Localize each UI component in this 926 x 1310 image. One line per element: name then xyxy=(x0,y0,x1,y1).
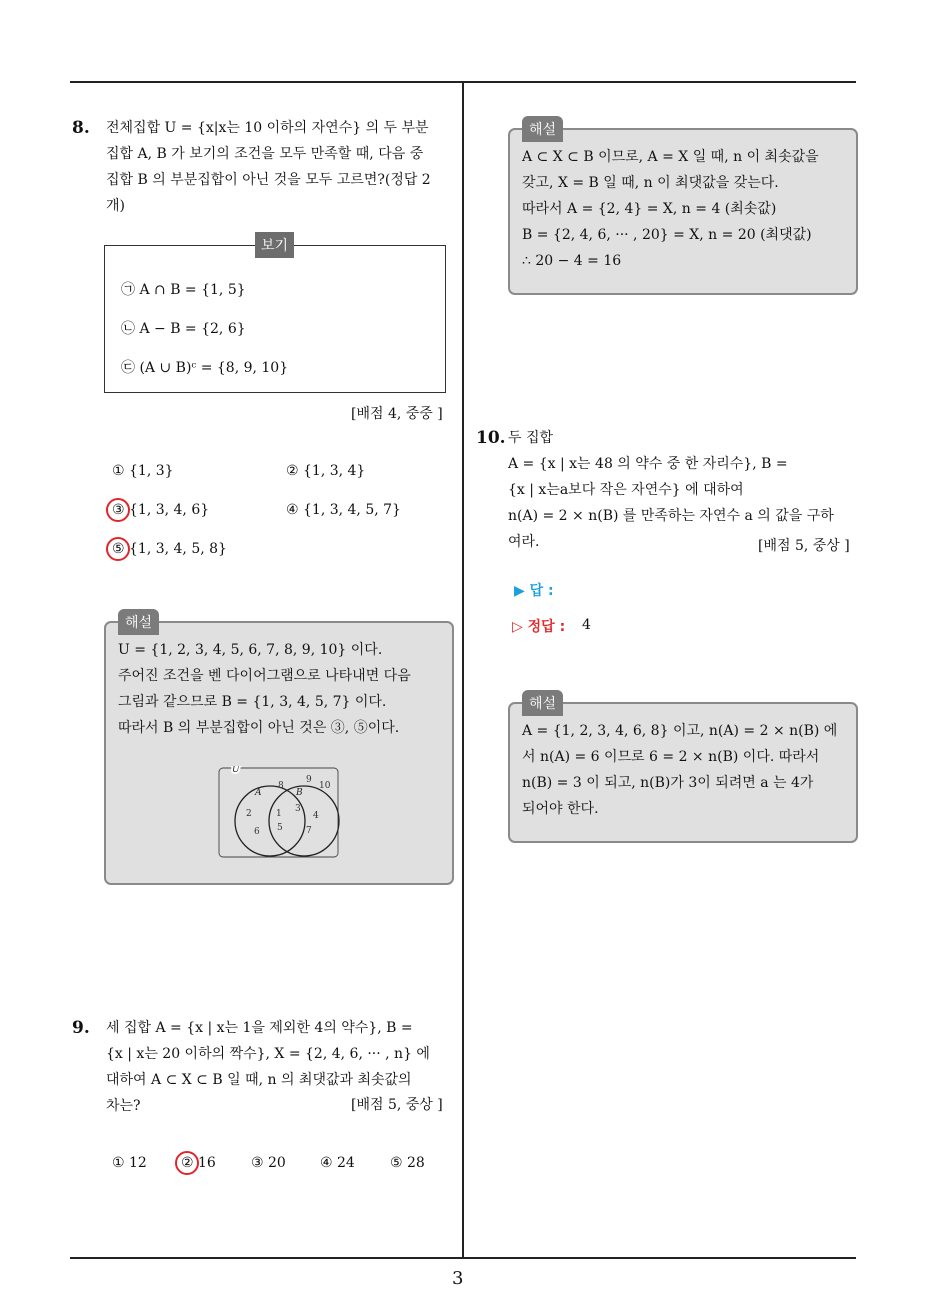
question-10-score: [배점 5, 중상 ] xyxy=(758,538,850,554)
venn-number: 6 xyxy=(254,827,260,837)
q9-line: 세 집합 A = {x | x는 1을 제외한 4의 약수}, B = xyxy=(106,1020,413,1036)
question-10-line-1: 두 집합 xyxy=(508,430,554,446)
page-number: 3 xyxy=(452,1268,464,1289)
venn-number: 7 xyxy=(306,826,312,836)
bogi-item: ㉡ A − B = {2, 6} xyxy=(121,321,246,337)
venn-number: 10 xyxy=(319,781,331,791)
q8-option-5[interactable]: ⑤ {1, 3, 4, 5, 8} xyxy=(112,541,227,557)
sol8-line: U = {1, 2, 3, 4, 5, 6, 7, 8, 9, 10} 이다. xyxy=(118,642,383,658)
correct-answer-value: 4 xyxy=(582,617,591,633)
question-10-number: 10. xyxy=(476,428,506,448)
q9-option-4[interactable]: ④ 24 xyxy=(320,1155,355,1171)
answer-label: ▶ 답 : xyxy=(514,583,554,599)
q9-line: {x | x는 20 이하의 짝수}, X = {2, 4, 6, ··· , n} 에 xyxy=(106,1046,430,1062)
q8-option-3[interactable]: ③ {1, 3, 4, 6} xyxy=(112,502,210,518)
sol8-line: 그림과 같으므로 B = {1, 3, 4, 5, 7} 이다. xyxy=(118,694,387,710)
bottom-rule xyxy=(70,1257,856,1259)
venn-label-b: B xyxy=(296,788,303,798)
question-8-number: 8. xyxy=(72,118,90,138)
sol10-line: n(B) = 3 이 되고, n(B)가 3이 되려면 a 는 4가 xyxy=(522,775,814,791)
q10-line: {x | x는a보다 작은 자연수} 에 대하여 xyxy=(508,482,744,498)
sol9-line: ∴ 20 − 4 = 16 xyxy=(522,253,622,269)
q9-option-3[interactable]: ③ 20 xyxy=(251,1155,286,1171)
venn-label-u: U xyxy=(232,766,240,775)
question-9-score: [배점 5, 중상 ] xyxy=(351,1097,443,1113)
q9-option-2[interactable]: ② 16 xyxy=(181,1155,216,1171)
sol8-line: 주어진 조건을 벤 다이어그램으로 나타내면 다음 xyxy=(118,668,411,684)
question-8-text xyxy=(106,115,431,219)
solution-10-text xyxy=(522,718,837,822)
q9-option-5[interactable]: ⑤ 28 xyxy=(390,1155,425,1171)
q8-option-1[interactable]: ① {1, 3} xyxy=(112,463,174,479)
sol9-line: 갖고, X = B 일 때, n 이 최댓값을 갖는다. xyxy=(522,175,779,191)
q8-line: 집합 A, B 가 보기의 조건을 모두 만족할 때, 다음 중 xyxy=(106,146,424,162)
venn-number: 2 xyxy=(246,809,252,819)
venn-number: 4 xyxy=(313,811,319,821)
sol10-line: 되어야 한다. xyxy=(522,801,599,817)
q10-line: 여라. xyxy=(508,534,540,550)
sol10-line: 서 n(A) = 6 이므로 6 = 2 × n(B) 이다. 따라서 xyxy=(522,749,820,765)
q8-answer-mark-3 xyxy=(106,498,130,522)
venn-number: 9 xyxy=(306,775,312,785)
q8-option-4[interactable]: ④ {1, 3, 4, 5, 7} xyxy=(286,502,401,518)
q9-line: 차는? xyxy=(106,1098,141,1114)
solution-10-label: 해설 xyxy=(522,690,563,716)
q10-line: A = {x | x는 48 의 약수 중 한 자리수}, B = xyxy=(508,456,788,472)
sol10-line: A = {1, 2, 3, 4, 6, 8} 이고, n(A) = 2 × n(B) 에 xyxy=(522,723,838,739)
solution-9-text xyxy=(522,144,819,274)
bogi-item: ㉢ (A ∪ B)ᶜ = {8, 9, 10} xyxy=(121,360,289,376)
venn-number: 5 xyxy=(277,823,283,833)
venn-number: 8 xyxy=(278,781,284,791)
question-9-number: 9. xyxy=(72,1018,90,1038)
solution-9-box xyxy=(508,122,858,295)
bogi-box xyxy=(104,238,446,393)
sol8-line: 따라서 B 의 부분집합이 아닌 것은 ③, ⑤이다. xyxy=(118,720,400,736)
column-divider xyxy=(462,83,464,1257)
sol9-line: 따라서 A = {2, 4} = X, n = 4 (최솟값) xyxy=(522,201,777,217)
correct-answer-label: ▷ 정답 : xyxy=(512,619,566,635)
venn-diagram xyxy=(218,766,340,860)
venn-number: 1 xyxy=(276,809,282,819)
q8-line: 개) xyxy=(106,198,125,214)
question-8-score: [배점 4, 중중 ] xyxy=(351,406,443,422)
solution-8-text xyxy=(118,637,411,741)
q9-option-1[interactable]: ① 12 xyxy=(112,1155,147,1171)
sol9-line: A ⊂ X ⊂ B 이므로, A = X 일 때, n 이 최솟값을 xyxy=(522,149,819,165)
q10-line: n(A) = 2 × n(B) 를 만족하는 자연수 a 의 값을 구하 xyxy=(508,508,834,524)
solution-8-label: 해설 xyxy=(118,609,159,635)
solution-9-label: 해설 xyxy=(522,116,563,142)
q9-line: 대하여 A ⊂ X ⊂ B 일 때, n 의 최댓값과 최솟값의 xyxy=(106,1072,412,1088)
q8-line: 집합 B 의 부분집합이 아닌 것을 모두 고르면?(정답 2 xyxy=(106,172,431,188)
venn-number: 3 xyxy=(295,804,301,814)
q8-answer-mark-5 xyxy=(106,537,130,561)
q8-line: 전체집합 U = {x|x는 10 이하의 자연수} 의 두 부분 xyxy=(106,120,429,136)
sol9-line: B = {2, 4, 6, ··· , 20} = X, n = 20 (최댓값) xyxy=(522,227,812,243)
solution-10-box xyxy=(508,696,858,843)
venn-label-a: A xyxy=(255,788,262,798)
q9-answer-mark-2 xyxy=(175,1151,199,1175)
q8-option-2[interactable]: ② {1, 3, 4} xyxy=(286,463,366,479)
bogi-item: ㉠ A ∩ B = {1, 5} xyxy=(121,282,246,298)
bogi-label: 보기 xyxy=(255,232,294,258)
